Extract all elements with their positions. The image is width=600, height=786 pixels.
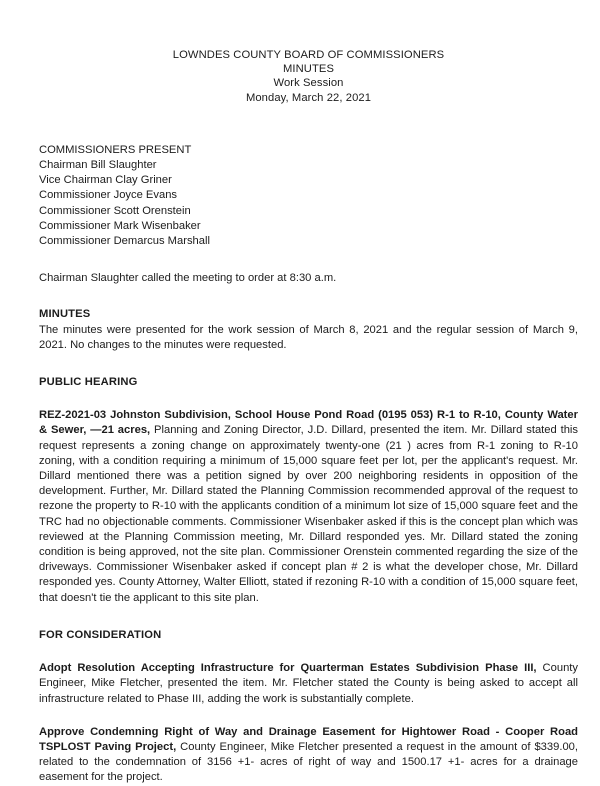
commissioner-entry-wisenbaker: Commissioner Mark Wisenbaker <box>39 219 201 232</box>
commissioner-entry-orenstein: Commissioner Scott Orenstein <box>39 204 191 217</box>
public-hearing-heading: PUBLIC HEARING <box>39 376 138 389</box>
consideration-item-adopt-resolution <box>39 661 578 707</box>
commissioner-entry-vice-chairman: Vice Chairman Clay Griner <box>39 174 172 187</box>
commissioner-entry-chairman: Chairman Bill Slaughter <box>39 159 157 172</box>
commissioner-entry-evans: Commissioner Joyce Evans <box>39 189 178 202</box>
commissioner-entry-marshall: Commissioner Demarcus Marshall <box>39 235 210 248</box>
for-consideration-heading: FOR CONSIDERATION <box>39 628 162 641</box>
title-line-doctype: MINUTES <box>282 63 335 76</box>
public-hearing-item-lead: REZ-2021-03 Johnston Subdivision, School House Pond Road (0195 053) R-1 to R-10, County Water & Sewer, —21 acres, <box>39 409 578 437</box>
call-to-order-paragraph: Chairman Slaughter called the meeting to order at 8:30 a.m. <box>39 272 337 285</box>
commissioners-present-heading: COMMISSIONERS PRESENT <box>39 143 192 156</box>
consideration-item-approve-condemning <box>39 725 578 786</box>
minutes-section-paragraph: The minutes were presented for the work session of March 8, 2021 and the regular session of March 9, 2021. No changes to the minutes were requested. <box>39 323 578 351</box>
document-content <box>39 0 578 786</box>
consideration-item-adopt-lead: Adopt Resolution Accepting Infrastructure for Quarterman Estates Subdivision Phase III, <box>39 662 537 675</box>
consideration-item-adopt-body: County Engineer, Mike Fletcher, presented the item. Mr. Fletcher stated the County is being asked to accept all infrastructure related to Phase III, adding the work is substantially complete. <box>39 662 579 705</box>
consideration-item-approve-lead: Approve Condemning Right of Way and Drainage Easement for Hightower Road - Cooper Road TSPLOST Paving Project, <box>39 725 578 753</box>
title-line-session: Work Session <box>273 77 344 90</box>
commissioners-present-section <box>39 143 578 249</box>
document-title-block <box>39 48 578 105</box>
consideration-item-approve-body: County Engineer, Mike Fletcher presented a request in the amount of $339.00, related to the condemnation of 3156 +1- acres of right of way and 1500.17 +1- acres for a drainage easement for the project. <box>39 740 578 784</box>
public-hearing-item-body: Planning and Zoning Director, J.D. Dillard, presented the item. Mr. Dillard stated this request represents a zoning change on approximately twenty-one (21 ) acres from R-1 zoning to R-10 zoning, with a condition requiring a minimum of 15,000 square feet per lot, per the applicant's request. Mr. Dillard mentioned there was a petition signed by over 200 neighboring residents in opposition of the development. Further, Mr. Dillard stated the Planning Commission recommended approval of the request to rezone the property to R-10 with the applicants condition of a minimum lot size of 15,000 square feet and the TRC had no objectionable comments. Commissioner Wisenbaker asked if this is the concept plan which was reviewed at the Planning Commission meeting, Mr. Dillard responded yes. Mr. Dillard stated the zoning condition is being approved, not the site plan. Commissioner Orenstein commented regarding the size of the driveways. Commissioner Wisenbaker asked if concept plan # 2 is what the developer chose, Mr. Dillard responded yes. County Attorney, Walter Elliott, stated if rezoning R-10 with a condition of 15,000 square feet, that doesn't tie the applicant to this site plan. <box>39 424 579 604</box>
minutes-section-heading: MINUTES <box>39 308 91 321</box>
title-line-organization: LOWNDES COUNTY BOARD OF COMMISSIONERS <box>172 49 445 61</box>
public-hearing-item-rez-2021-03 <box>39 408 578 606</box>
title-line-date: Monday, March 22, 2021 <box>245 91 372 104</box>
